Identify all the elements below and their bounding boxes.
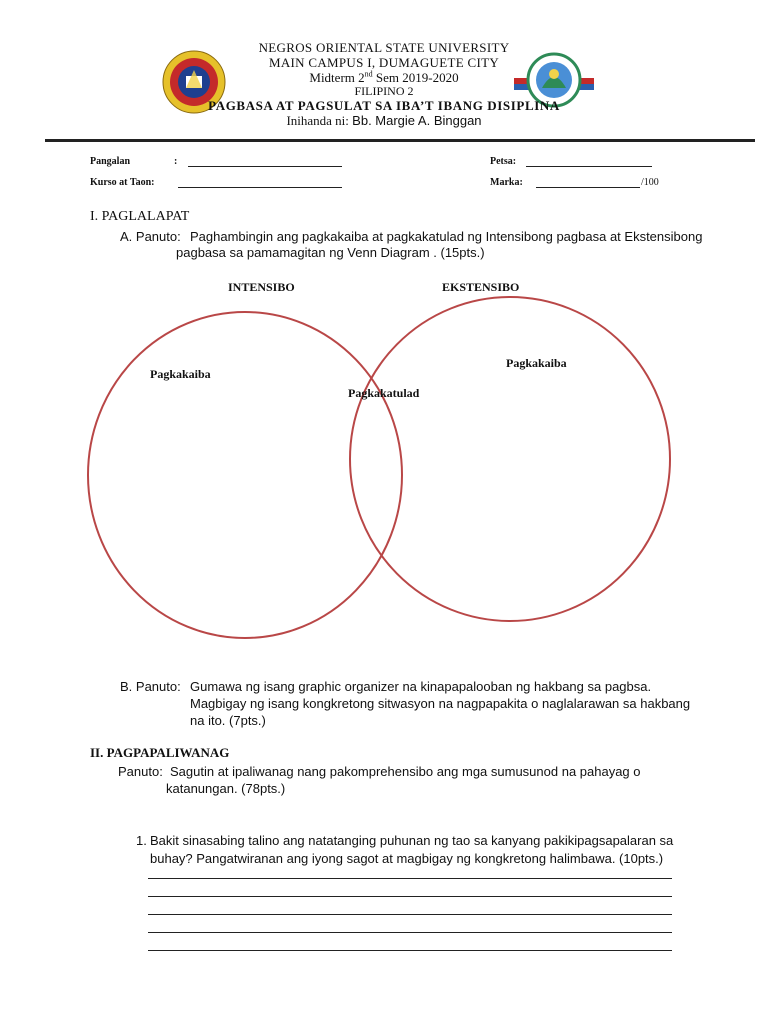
university-name: NEGROS ORIENTAL STATE UNIVERSITY xyxy=(258,40,510,55)
section-1-heading: I. PAGLALAPAT xyxy=(90,209,190,224)
instruction-a-line2: pagbasa sa pamamagitan ng Venn Diagram . (15pts.) xyxy=(176,245,485,260)
instruction-a-line1: Paghambingin ang pagkakaiba at pagkakatulad ng Intensibong pagbasa at Ekstensibong xyxy=(190,229,703,244)
subject-code: FILIPINO 2 xyxy=(354,84,414,98)
name-colon: : xyxy=(174,156,178,167)
date-label: Petsa: xyxy=(490,156,517,167)
venn-left-label: Pagkakaiba xyxy=(150,367,211,381)
instruction-b-line3: na ito. (7pts.) xyxy=(190,713,266,728)
section-2-instruction-line1: Sagutin at ipaliwanag nang pakomprehensibo ang mga sumusunod na pahayag o xyxy=(170,764,641,779)
venn-right-title: EKSTENSIBO xyxy=(442,280,520,294)
teacher-name: Bb. Margie A. Binggan xyxy=(352,113,482,128)
answer-line[interactable] xyxy=(148,878,672,879)
answer-line[interactable] xyxy=(148,896,672,897)
term-suffix: Sem 2019-2020 xyxy=(372,70,459,85)
prepared-label: Inihanda ni: xyxy=(286,113,353,128)
answer-line[interactable] xyxy=(148,932,672,933)
score-label: Marka: xyxy=(490,177,523,188)
section-2-instruction-line2: katanungan. (78pts.) xyxy=(166,781,286,796)
term-prefix: Midterm 2 xyxy=(309,70,365,85)
term-superscript: nd xyxy=(364,69,373,79)
venn-left-title: INTENSIBO xyxy=(228,280,295,294)
venn-right-label: Pagkakaiba xyxy=(506,356,567,370)
instruction-a-label: A. Panuto: xyxy=(120,229,181,244)
course-title: PAGBASA AT PAGSULAT SA IBA’T IBANG DISIPLINA xyxy=(208,98,560,113)
section-2-instruction-label: Panuto: xyxy=(118,764,163,779)
answer-line[interactable] xyxy=(148,914,672,915)
campus-name: MAIN CAMPUS I, DUMAGUETE CITY xyxy=(268,55,500,70)
name-label: Pangalan xyxy=(90,156,131,167)
question-1-line2: buhay? Pangatwiranan ang iyong sagot at magbigay ng kongkretong halimbawa. (10pts.) xyxy=(150,851,664,866)
instruction-b-line2: Magbigay ng isang kongkretong sitwasyon na nagpapakita o naglalarawan sa hakbang xyxy=(190,696,691,711)
answer-line[interactable] xyxy=(148,950,672,951)
course-year-label: Kurso at Taon: xyxy=(90,177,155,188)
score-total: /100 xyxy=(641,177,659,188)
instruction-b-line1: Gumawa ng isang graphic organizer na kinapapalooban ng hakbang sa pagbsa. xyxy=(190,679,652,694)
question-1-number: 1. xyxy=(136,833,147,848)
venn-center-label: Pagkakatulad xyxy=(348,386,420,400)
venn-right-circle xyxy=(350,297,670,621)
instruction-b-label: B. Panuto: xyxy=(120,679,181,694)
venn-left-circle xyxy=(88,312,402,638)
question-1-line1: Bakit sinasabing talino ang natatanging puhunan ng tao sa kanyang pakikipagsapalaran sa xyxy=(150,833,674,848)
section-2-heading: II. PAGPAPALIWANAG xyxy=(90,745,230,760)
